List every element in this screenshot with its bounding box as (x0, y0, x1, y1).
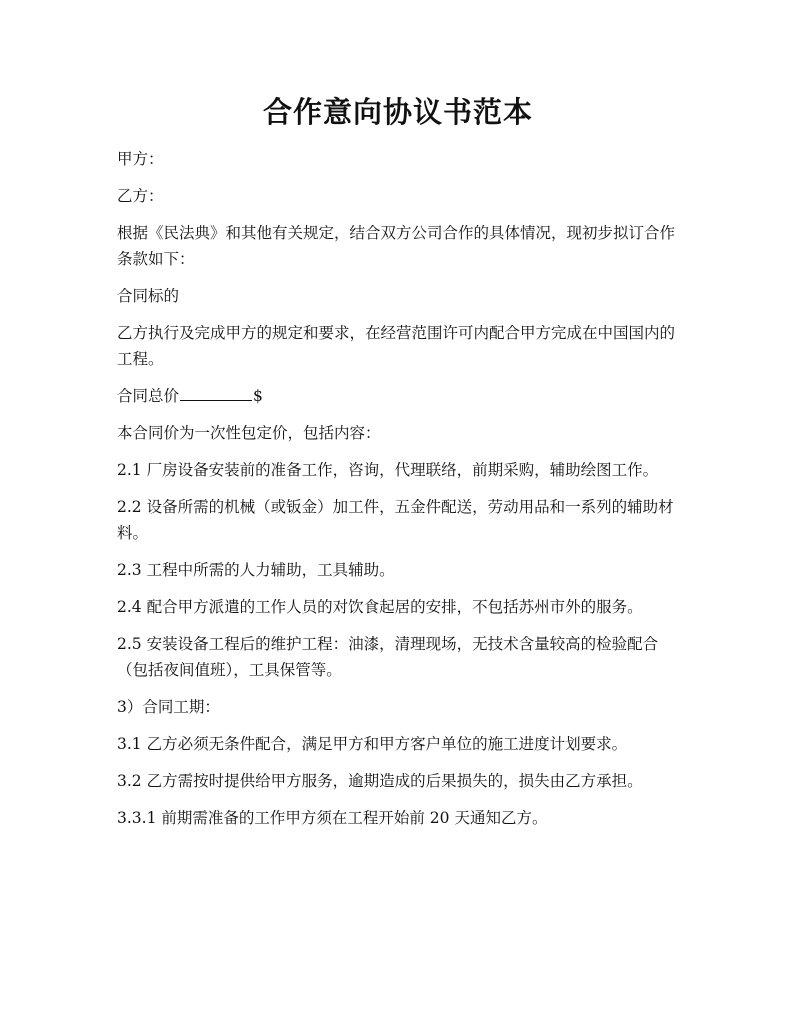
item-2-2: 2.2 设备所需的机械（或钣金）加工件，五金件配送，劳动用品和一系列的辅助材料。 (117, 498, 674, 542)
total-price-blank (180, 384, 252, 401)
item-2-5: 2.5 安装设备工程后的维护工程：油漆，清理现场，无技术含量较高的检验配合（包括夜间值班），工具保管等。 (117, 635, 659, 679)
total-price-label: 合同总价 (117, 387, 180, 405)
item-2-3: 2.3 工程中所需的人力辅助，工具辅助。 (117, 561, 395, 579)
item-2-1: 2.1 厂房设备安装前的准备工作，咨询，代理联络，前期采购，辅助绘图工作。 (117, 461, 659, 479)
price-scope-paragraph: 本合同价为一次性包定价，包括内容： (117, 424, 381, 442)
section-subject-heading: 合同标的 (117, 287, 180, 305)
total-price-unit: $ (253, 387, 263, 405)
party-a-line: 甲方： (117, 150, 164, 168)
document-title: 合作意向协议书范本 (262, 95, 533, 129)
intro-paragraph: 根据《民法典》和其他有关规定，结合双方公司合作的具体情况，现初步拟订合作条款如下： (117, 224, 676, 268)
item-2-4: 2.4 配合甲方派遣的工作人员的对饮食起居的安排，不包括苏州市外的服务。 (117, 598, 643, 616)
party-b-line: 乙方： (117, 187, 164, 205)
document-body (117, 146, 687, 842)
period-item-3-1: 3.1 乙方必须无条件配合，满足甲方和甲方客户单位的施工进度计划要求。 (117, 735, 628, 753)
total-price-line (117, 383, 687, 409)
subject-paragraph: 乙方执行及完成甲方的规定和要求，在经营范围许可内配合甲方完成在中国国内的工程。 (117, 324, 676, 368)
period-item-3-3-1: 3.3.1 前期需准备的工作甲方须在工程开始前 20 天通知乙方。 (117, 809, 548, 827)
section-period-heading: 3）合同工期： (117, 698, 220, 716)
period-item-3-2: 3.2 乙方需按时提供给甲方服务，逾期造成的后果损失的，损失由乙方承担。 (117, 772, 643, 790)
